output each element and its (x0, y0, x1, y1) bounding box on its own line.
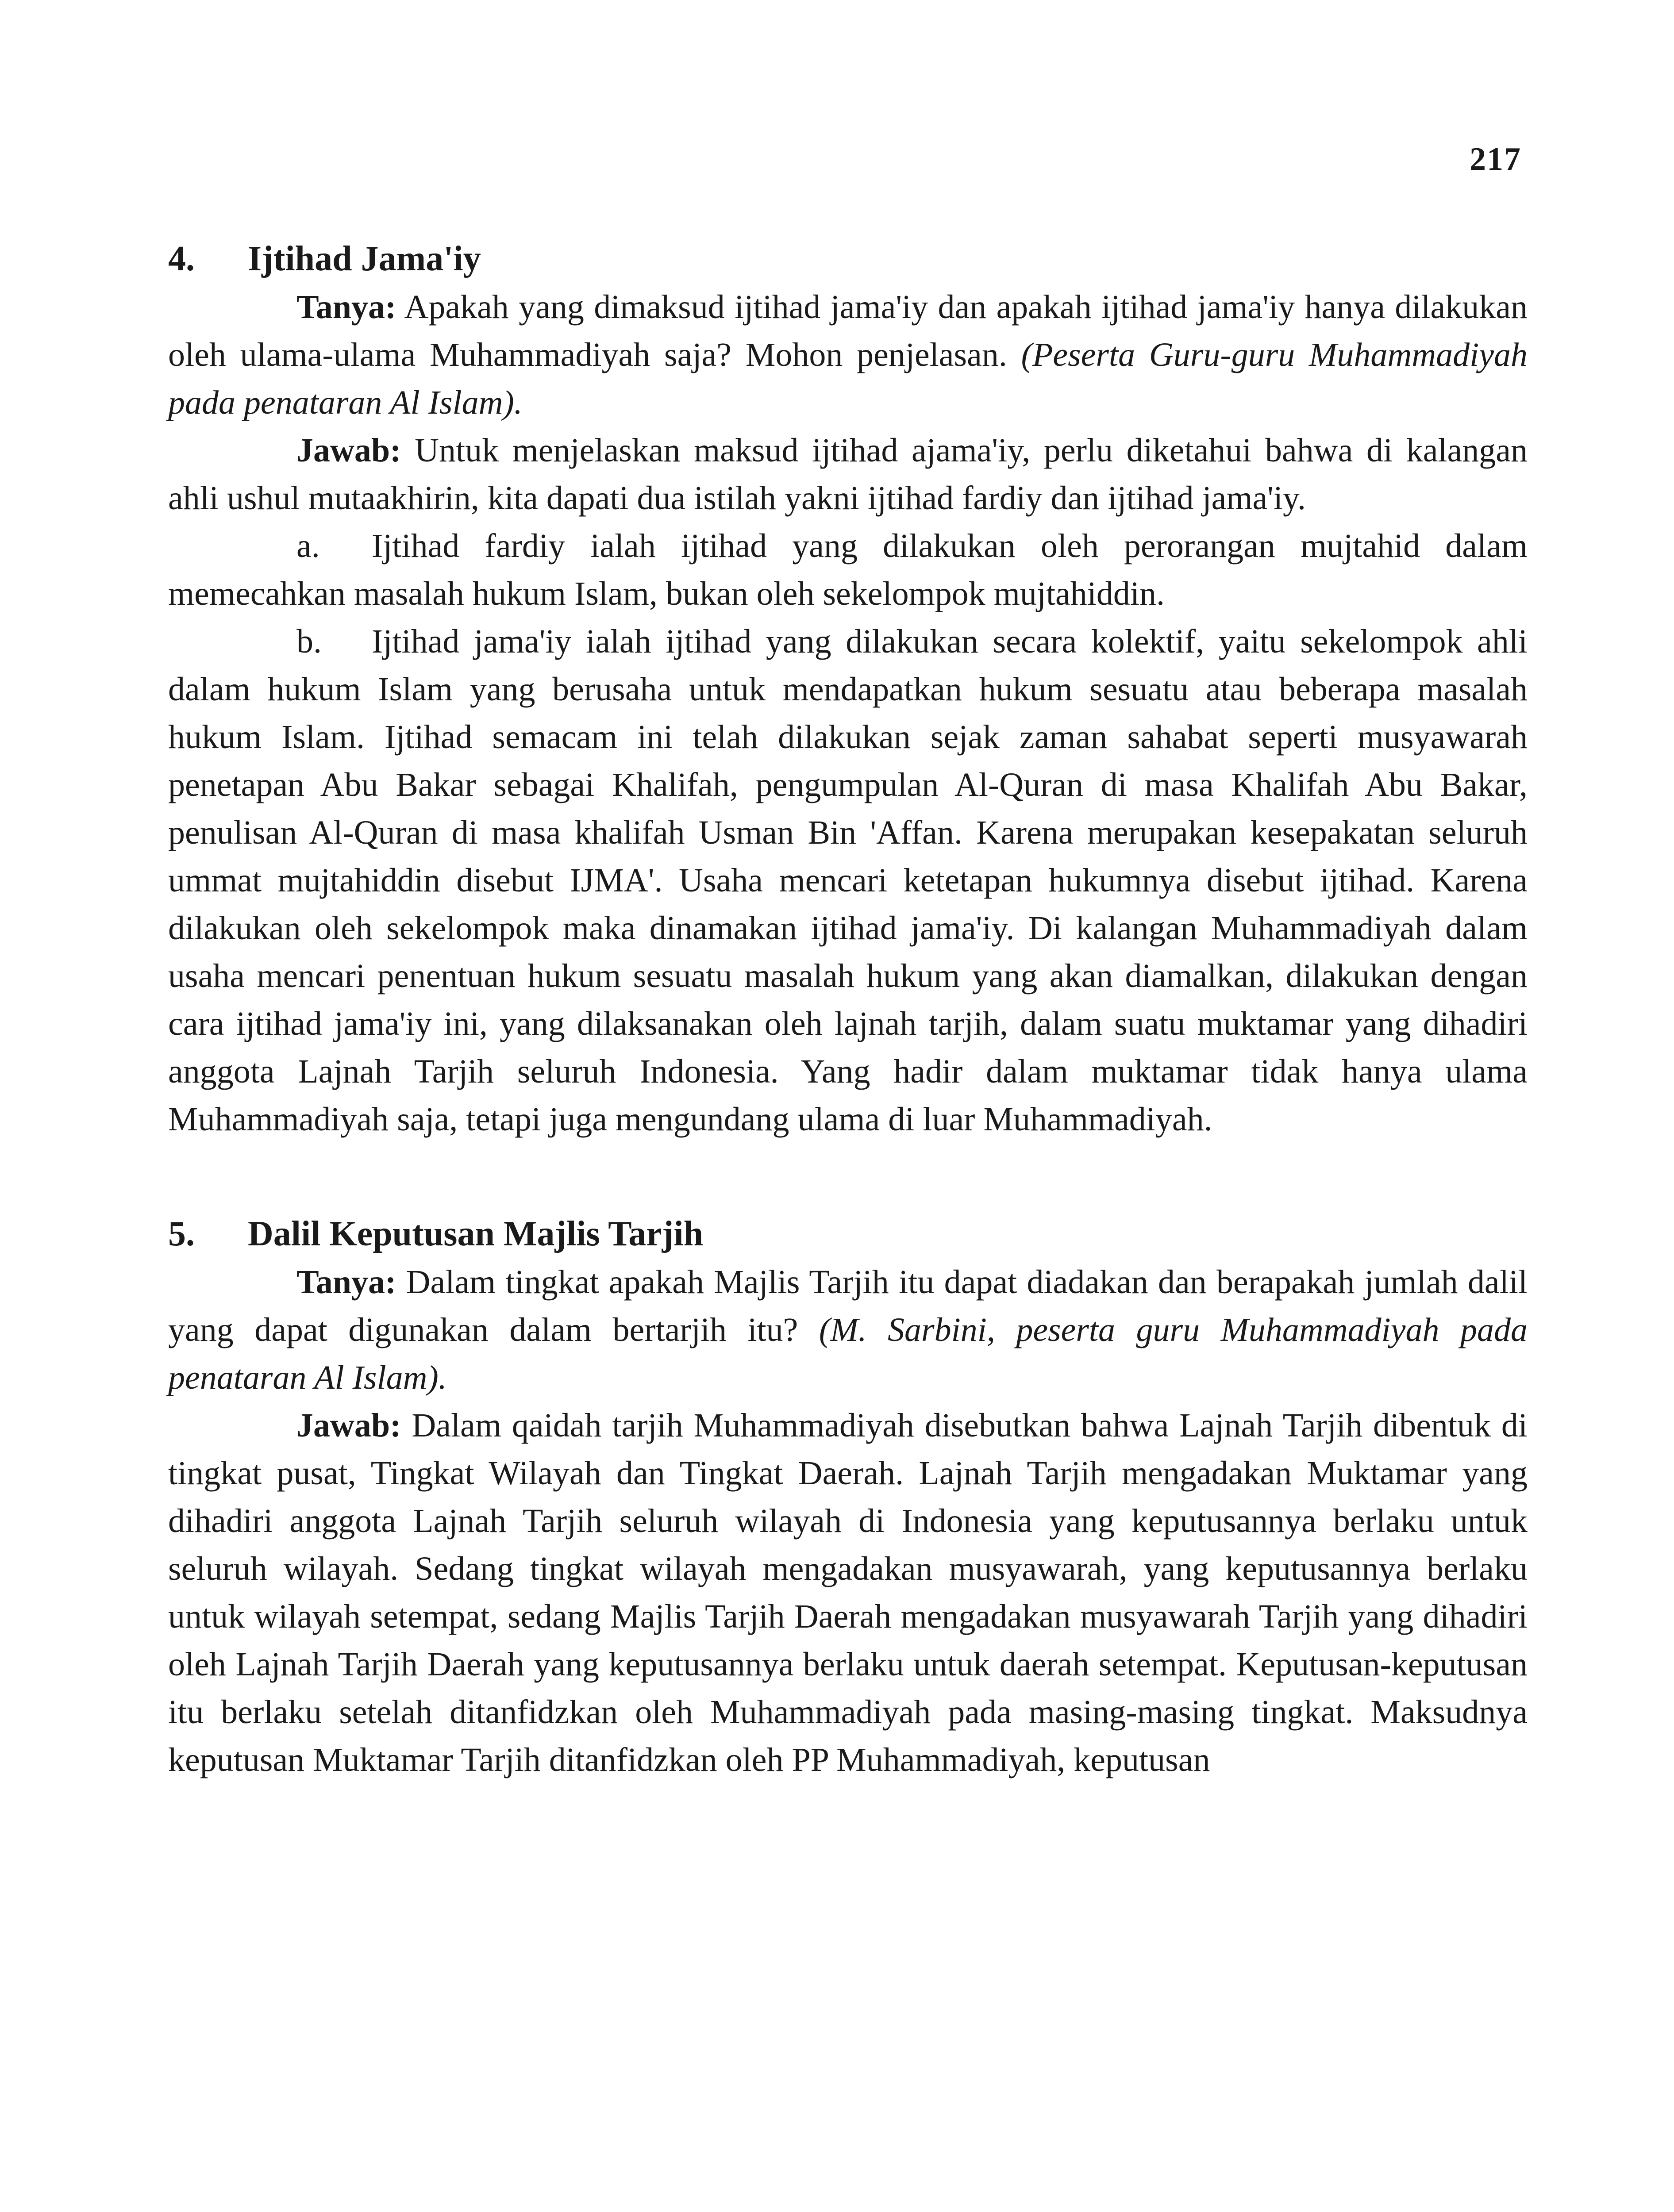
answer-label: Jawab: (296, 432, 401, 469)
section-title: Ijtihad Jama'iy (248, 239, 481, 278)
answer-text: Untuk menjelaskan maksud ijtihad ajama'iy, perlu diketahui bahwa di kalangan ahli ushul mutaakhirin, kita dapati dua istilah yakni ijtihad fardiy dan ijtihad jama'iy. (168, 432, 1528, 517)
list-item-text: Ijtihad fardiy ialah ijtihad yang dilakukan oleh perorangan mujtahid dalam memecahkan masalah hukum Islam, bukan oleh sekelompok mujtahiddin. (168, 527, 1528, 612)
question-paragraph (168, 283, 1528, 426)
question-paragraph (168, 1258, 1528, 1402)
question-label: Tanya: (296, 288, 396, 326)
answer-paragraph (168, 1402, 1528, 1784)
list-item-text: Ijtihad jama'iy ialah ijtihad yang dilakukan secara kolektif, yaitu sekelompok ahli dalam hukum Islam yang berusaha untuk mendapatkan hukum sesuatu atau beberapa masalah hukum Islam. Ijtihad semacam ini telah dilakukan sejak zaman sahabat seperti musyawarah penetapan Abu Bakar sebagai Khalifah, pengumpulan Al-Quran di masa Khalifah Abu Bakar, penulisan Al-Quran di masa khalifah Usman Bin 'Affan. Karena merupakan kesepakatan seluruh ummat mujtahiddin disebut IJMA'. Usaha mencari ketetapan hukumnya disebut ijtihad. Karena dilakukan oleh sekelompok maka dinamakan ijtihad jama'iy. Di kalangan Muhammadiyah dalam usaha mencari penentuan hukum sesuatu masalah hukum yang akan diamalkan, dilakukan dengan cara ijtihad jama'iy ini, yang dilaksanakan oleh lajnah tarjih, dalam suatu muktamar yang dihadiri anggota Lajnah Tarjih seluruh Indonesia. Yang hadir dalam muktamar tidak hanya ulama Muhammadiyah saja, tetapi juga mengundang ulama di luar Muhammadiyah. (168, 623, 1528, 1138)
section-heading (168, 234, 1528, 283)
section-heading (168, 1210, 1528, 1258)
answer-paragraph (168, 426, 1528, 522)
question-text: Dalam tingkat apakah Majlis Tarjih itu dapat diadakan dan berapakah jumlah dalil yang dapat digunakan dalam bertarjih itu? (168, 1263, 1528, 1348)
list-marker: b. (296, 623, 322, 660)
list-item (168, 618, 1528, 1143)
section-dalil-keputusan-majlis-tarjih (168, 1210, 1528, 1784)
page-number: 217 (1470, 141, 1521, 177)
question-citation: (Peserta Guru-guru Muhammadiyah pada penataran Al Islam). (168, 336, 1528, 421)
answer-text: Dalam qaidah tarjih Muhammadiyah disebutkan bahwa Lajnah Tarjih dibentuk di tingkat pusat, Tingkat Wilayah dan Tingkat Daerah. Lajnah Tarjih mengadakan Muktamar yang dihadiri anggota Lajnah Tarjih seluruh wilayah di Indonesia yang keputusannya berlaku untuk seluruh wilayah. Sedang tingkat wilayah mengadakan musyawarah, yang keputusannya berlaku untuk wilayah setempat, sedang Majlis Tarjih Daerah mengadakan musyawarah Tarjih yang dihadiri oleh Lajnah Tarjih Daerah yang keputusannya berlaku untuk daerah setempat. Keputusan-keputusan itu berlaku setelah ditanfidzkan oleh Muhammadiyah pada masing-masing tingkat. Maksudnya keputusan Muktamar Tarjih ditanfidzkan oleh PP Muhammadiyah, keputusan (168, 1407, 1528, 1778)
answer-label: Jawab: (296, 1407, 401, 1444)
list-marker: a. (296, 527, 320, 565)
question-citation: (M. Sarbini, peserta guru Muhammadiyah pada penataran Al Islam). (168, 1311, 1528, 1396)
section-ijtihad-jamaiy (168, 234, 1528, 1143)
question-text: Apakah yang dimaksud ijtihad jama'iy dan apakah ijtihad jama'iy hanya dilakukan oleh ulama-ulama Muhammadiyah saja? Mohon penjelasan. (168, 288, 1528, 373)
section-title: Dalil Keputusan Majlis Tarjih (248, 1214, 704, 1253)
page-body (168, 234, 1528, 1784)
section-number: 5. (168, 1214, 195, 1253)
question-label: Tanya: (296, 1263, 396, 1301)
list-item (168, 522, 1528, 618)
section-number: 4. (168, 239, 195, 278)
